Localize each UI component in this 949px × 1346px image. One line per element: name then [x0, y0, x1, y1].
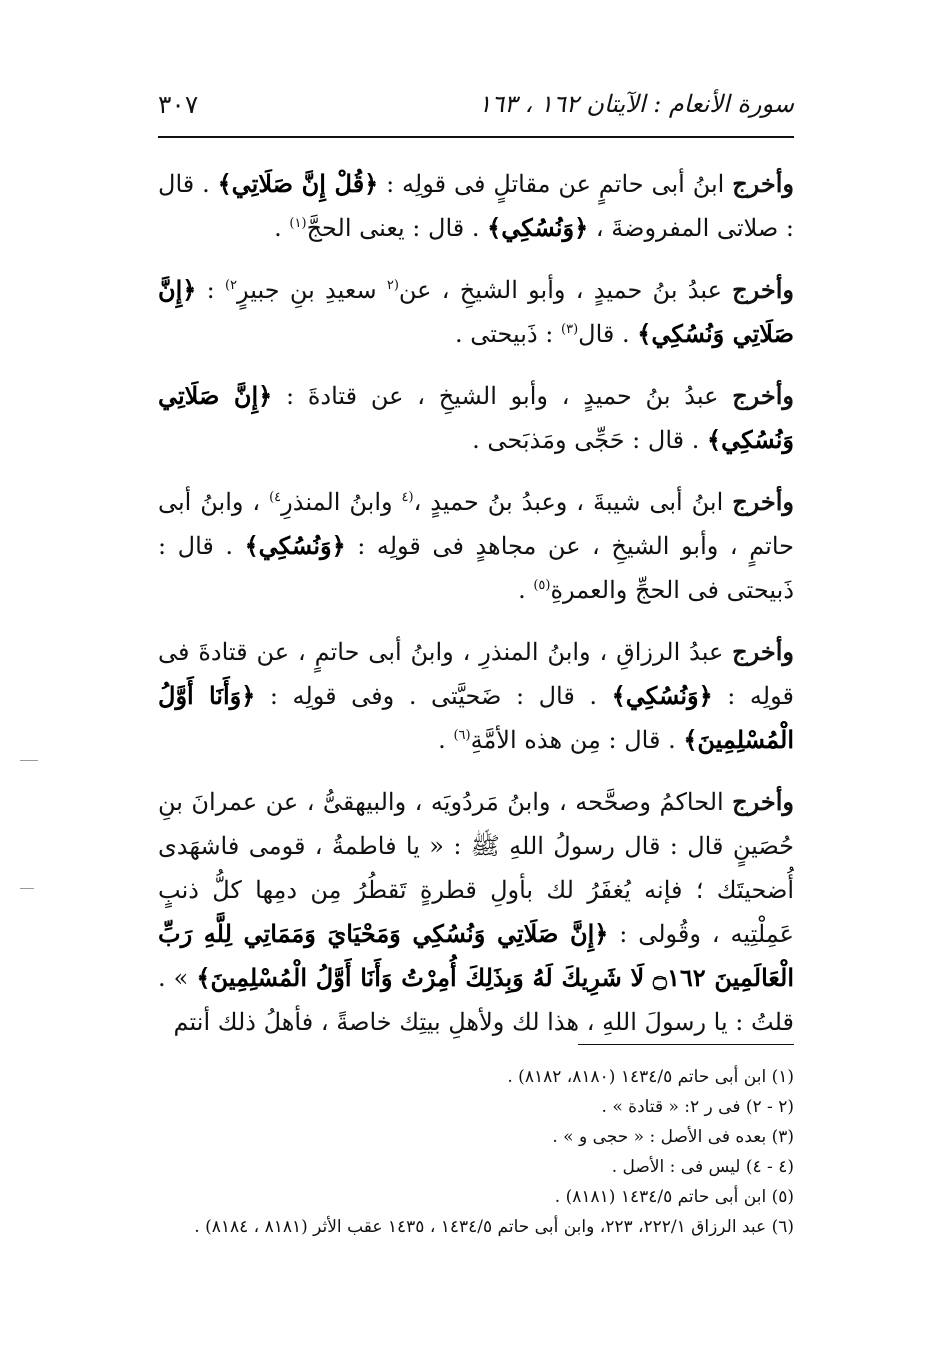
paragraph-lead: وأخرج	[732, 275, 794, 304]
paragraph-text: . قال : مِن هذه الأمَّةِ	[470, 726, 684, 754]
paragraph-tail: . قال : حَجِّى ومَذبَحى .	[472, 426, 707, 454]
paragraph-lead: وأخرج	[732, 169, 795, 198]
paragraph-text: ابنُ أبى حاتمٍ عن مقاتلٍ فى قولِه :	[378, 170, 733, 198]
quran-quote: ﴿وَأَنَا أَوَّلُ الْمُسْلِمِينَ﴾	[158, 681, 794, 754]
footnote-4: (٤ - ٤) ليس فى : الأصل .	[611, 1157, 794, 1177]
paragraph-tail: .	[438, 726, 454, 754]
paragraph-text: عبدُ بنُ حميدٍ ، وأبو الشيخِ ، عن قتادةَ :	[272, 382, 733, 410]
footnote-2: (٢ - ٢) فى ر ٢: « قتادة » .	[601, 1097, 794, 1117]
main-text	[158, 162, 794, 1062]
footnote-3: (٣) بعده فى الأصل : « حجى و » .	[552, 1127, 794, 1147]
page-number: ٣٠٧	[158, 89, 199, 119]
quran-quote: ﴿وَنُسُكِي﴾	[244, 531, 346, 560]
scan-margin-mark	[20, 888, 34, 889]
quran-quote: ﴿إِنَّ صَلَاتِي وَنُسُكِي﴾	[158, 275, 794, 348]
quran-quote: ﴿وَنُسُكِي﴾	[611, 681, 713, 710]
paragraph-text: عبدُ الرزاقِ ، وابنُ المنذرِ ، وابنُ أبى حاتمٍ ، عن قتادةَ فى قولِه :	[158, 638, 794, 710]
paragraph-text: . قال : ذَبيحتى فى الحجِّ والعمرةِ	[158, 532, 794, 604]
paragraph-text: الحاكمُ وصحَّحه ، وابنُ مَردُويَه ، والبيهقىُّ ، عن عمرانَ بنِ حُصَينٍ قال : قال رسولُ اللهِ ﷺ : « يا فاطمةُ ، قومى فاشهَدى أُضحيتَك ؛ فإنه يُغفَرُ لك بأولِ قطرةٍ تَقطُرُ مِن دمِها كلُّ ذنبٍ عَمِلْتِيه ، وقُولى :	[158, 788, 794, 948]
paragraph-text: وابنُ المنذرِ	[281, 488, 402, 516]
footnote-5: (٥) ابن أبى حاتم ١٤٣٤/٥ (٨١٨١) .	[554, 1187, 794, 1207]
footnote-ref: (٥)	[533, 578, 551, 593]
paragraph-2	[158, 268, 794, 356]
paragraph-tail: : ذَبيحتى .	[455, 320, 561, 348]
paragraph-tail: .	[274, 214, 290, 242]
paragraph-lead: وأخرج	[732, 787, 794, 816]
paragraph-text: . قال : صلاتى المفروضةَ ،	[158, 170, 794, 242]
footnote-ref: (٦)	[453, 728, 471, 743]
paragraph-4	[158, 480, 794, 612]
footnote-ref: (٢	[386, 278, 399, 293]
quran-quote: ﴿وَنُسُكِي﴾	[487, 213, 589, 242]
paragraph-5	[158, 630, 794, 762]
scan-margin-mark	[20, 760, 38, 761]
footnote-1: (١) ابن أبى حاتم ١٤٣٤/٥ (٨١٨٠، ٨١٨٢) .	[507, 1067, 794, 1087]
paragraph-text: :	[196, 276, 225, 304]
paragraph-text: ابنُ أبى شيبةَ ، وعبدُ بنُ حميدٍ ،	[413, 488, 733, 516]
paragraph-6	[158, 780, 794, 1044]
quran-quote: ﴿إِنَّ صَلَاتِي وَنُسُكِي وَمَحْيَايَ وَمَمَاتِي لِلَّهِ رَبِّ الْعَالَمِينَ ۝١٦٢ لَا شَرِيكَ لَهُ وَبِذَلِكَ أُمِرْتُ وَأَنَا أَوَّلُ الْمُسْلِمِينَ﴾	[158, 919, 794, 992]
running-header	[158, 84, 794, 124]
paragraph-text: ، وابنُ أبى حاتمٍ ، وأبو الشيخِ ، عن مجاهدٍ فى قولِه :	[158, 488, 794, 560]
paragraph-tail: .	[518, 576, 534, 604]
paragraph-lead: وأخرج	[732, 487, 795, 516]
paragraph-text: . قال	[578, 320, 638, 348]
paragraph-text: سعيدِ بنِ جبيرٍ	[237, 276, 387, 304]
footnote-ref: (٣)	[561, 322, 579, 337]
quran-quote: ﴿قُلْ إِنَّ صَلَاتِي﴾	[217, 169, 379, 198]
paragraph-tail: » . قلتُ : يا رسولَ اللهِ ، هذا لك ولأهلِ بيتِك خاصةً ، فأهلُ ذلك أنتم	[158, 964, 794, 1036]
footnote-separator	[578, 1044, 794, 1045]
footnote-ref: ٤)	[269, 490, 282, 505]
paragraph-3	[158, 374, 794, 462]
paragraph-text: . قال : يعنى الحجَّ	[306, 214, 488, 242]
header-rule	[158, 136, 794, 138]
paragraph-1	[158, 162, 794, 250]
footnote-6: (٦) عبد الرزاق ٢٢٢/١، ٢٢٣، وابن أبى حاتم ١٤٣٤/٥ ، ١٤٣٥ عقب الأثر (٨١٨١ ، ٨١٨٤) .	[194, 1217, 794, 1237]
paragraph-lead: وأخرج	[732, 637, 794, 666]
paragraph-text: عبدُ بنُ حميدٍ ، وأبو الشيخِ ، عن	[398, 276, 733, 304]
paragraph-lead: وأخرج	[732, 381, 795, 410]
footnote-ref: ٢)	[224, 278, 238, 293]
quran-quote: ﴿إِنَّ صَلَاتِي وَنُسُكِي﴾	[158, 381, 794, 454]
footnote-ref: (١)	[289, 216, 307, 231]
surah-title: سورة الأنعام : الآيتان ١٦٢ ، ١٦٣	[478, 90, 794, 118]
footnote-ref: (٤	[401, 490, 414, 505]
paragraph-text: . قال : ضَحيَّتى . وفى قولِه :	[255, 682, 612, 710]
footnotes	[158, 1062, 794, 1242]
